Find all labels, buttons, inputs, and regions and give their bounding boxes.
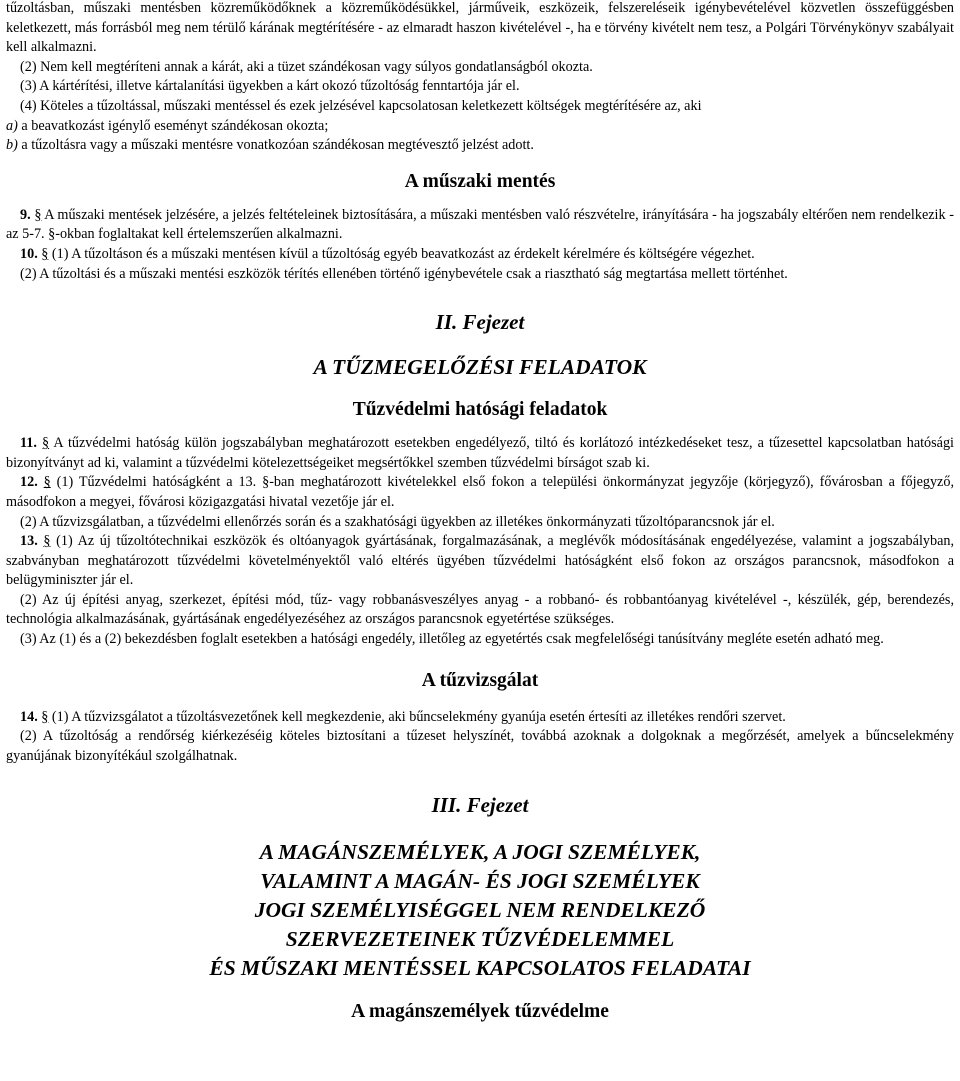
paragraph-13-2: (2) Az új építési anyag, szerkezet, építési mód, tűz- vagy robbanásveszélyes anyag - a robbanó- és robbantóanyag kivételével -, készülék, gép, berendezés, technológia alkalmazásának, gyártásának engedélyezéséhez az országos parancsnok egyetértése szükséges. (6, 591, 954, 628)
paragraph-10 (6, 245, 954, 265)
paragraph-14-2: (2) A tűzoltóság a rendőrség kiérkezéséig köteles biztosítani a tűzeset helyszínét, továbbá azoknak a dolgoknak a megőrzését, amelyek a bűncselekmény gyanújának bizonyítékául szolgálhatnak. (6, 728, 954, 764)
paragraph-14 (6, 708, 954, 728)
chapter-3-title (6, 838, 954, 983)
section-sign-link-10[interactable]: § (41, 245, 49, 262)
section-number-11: 11. (20, 435, 37, 452)
heading-tuzvizsgalat: A tűzvizsgálat (421, 669, 539, 691)
chapter-3-heading: III. Fejezet (431, 793, 529, 818)
section-sign-link-14[interactable]: § (41, 708, 49, 725)
heading-tuzvedelmi-hatosagi: Tűzvédelmi hatósági feladatok (352, 399, 608, 421)
list-text-a: a beavatkozást igénylő eseményt szándékosan okozta; (17, 117, 329, 134)
paragraph-11 (6, 434, 954, 473)
paragraph-8-4: (4) Köteles a tűzoltással, műszaki mentéssel és ezek jelzésével kapcsolatosan keletkezett költségek megtérítésére az, aki (20, 97, 702, 114)
document-page (6, 0, 954, 1037)
section-sign-link-11[interactable]: § (42, 435, 50, 452)
section-number-13: 13. (20, 533, 38, 550)
paragraph-12 (6, 473, 954, 512)
paragraph-10-2: (2) A tűzoltási és a műszaki mentési eszközök térítés ellenében történő igénybevétele csak a riasztható ság megtartása mellett történhet. (20, 265, 788, 282)
paragraph-8-3: (3) A kártérítési, illetve kártalanítási ügyekben a kárt okozó tűzoltóság fenntartója jár el. (20, 78, 520, 95)
paragraph-13-3: (3) Az (1) és a (2) bekezdésben foglalt esetekben a hatósági engedély, illetőleg az egyetértés csak megfelelőségi tanúsítvány megléte esetén adható meg. (20, 631, 884, 648)
chapter-3-title-line-4: SZERVEZETEINEK TŰZVÉDELEMMEL (285, 927, 675, 952)
paragraph-12-2: (2) A tűzvizsgálatban, a tűzvédelmi ellenőrzés során és a szakhatósági ügyekben az illetékes önkormányzati tűzoltóparancsnok jár el. (20, 513, 775, 530)
section-text-10: (1) A tűzoltáson és a műszaki mentésen kívül a tűzoltóság egyéb beavatkozást az érdekelt kérelmére és költségére végezhet. (48, 245, 755, 262)
paragraph-8-4-a (6, 117, 954, 137)
chapter-3-title-line-2: VALAMINT A MAGÁN- ÉS JOGI SZEMÉLYEK (260, 869, 700, 894)
list-marker-b: b) (6, 137, 18, 154)
section-sign-link-12[interactable]: § (43, 474, 51, 491)
list-marker-a: a) (6, 117, 18, 134)
section-text-12: (1) Tűzvédelmi hatóságként a 13. §-ban meghatározott kivételekkel első fokon a települési önkormányzat jegyzője (körjegyző), fővárosban a főjegyző, másodfokon a megyei, fővárosi közigazgatási hivatal vezetője jár el. (6, 474, 954, 510)
chapter-3-title-line-5: ÉS MŰSZAKI MENTÉSSEL KAPCSOLATOS FELADATAI (209, 956, 751, 981)
section-number-14: 14. (20, 708, 38, 725)
section-text-13: (1) Az új tűzoltótechnikai eszközök és oltóanyagok gyártásának, forgalmazásának, a meglévők módosításának engedélyezése, valamint a jogszabályban, szabványban meghatározott tűzvédelmi követelményektől való eltérés ügyében tűzvédelmi hatóságként első fokon az országos parancsnok, másodfokon a belügyminiszter jár el. (6, 533, 955, 589)
section-text-14: (1) A tűzvizsgálatot a tűzoltásvezetőnek kell megkezdenie, aki bűncselekmény gyanúja esetén értesíti az illetékes rendőri szervet. (48, 708, 786, 725)
section-number-9: 9. (20, 206, 31, 223)
chapter-3-title-line-1: A MAGÁNSZEMÉLYEK, A JOGI SZEMÉLYEK, (259, 840, 701, 865)
chapter-2-heading: II. Fejezet (435, 310, 525, 335)
paragraph-9 (6, 206, 954, 245)
paragraph-8-1-continuation: tűzoltásban, műszaki mentésben közreműködőknek a közreműködésükkel, járműveik, eszközeik, felszereléseik igénybevételével közvetlen összefüggésben keletkezett, más forrásból meg nem térülő kárának megtérítésére - az elmaradt haszon kivételével -, ha e törvény kivételt nem tesz, a Polgári Törvénykönyv szabályait kell alkalmazni. (6, 0, 954, 56)
section-number-10: 10. (20, 245, 38, 262)
section-text-11: A tűzvédelmi hatóság külön jogszabályban meghatározott esetekben engedélyező, tiltó és korlátozó intézkedéseket tesz, a tűzesettel kapcsolatban hatósági bizonyítványt ad ki, valamint a tűzvédelmi kötelezettségeiket megsértőkkel szemben tűzvédelmi bírságot szab ki. (6, 435, 954, 471)
chapter-2-title: A TŰZMEGELŐZÉSI FELADATOK (313, 355, 647, 380)
section-sign-link-9[interactable]: § (34, 206, 42, 223)
section-number-12: 12. (20, 474, 38, 491)
list-text-b: a tűzoltásra vagy a műszaki mentésre vonatkozóan szándékosan megtévesztő jelzést adott. (17, 137, 534, 154)
paragraph-8-4-b (6, 136, 954, 156)
chapter-3-title-line-3: JOGI SZEMÉLYISÉGGEL NEM RENDELKEZŐ (254, 898, 706, 923)
paragraph-13 (6, 532, 954, 591)
section-text-9: A műszaki mentések jelzésére, a jelzés feltételeinek biztosítására, a műszaki mentésben való részvételre, irányítására - ha jogszabály eltérően nem rendelkezik - az 5-7. §-okban foglaltakat kell értelemszerűen alkalmazni. (6, 206, 954, 243)
heading-muszaki-mentes: A műszaki mentés (404, 170, 556, 192)
section-sign-link-13[interactable]: § (43, 533, 51, 550)
paragraph-8-2: (2) Nem kell megtéríteni annak a kárát, aki a tüzet szándékosan vagy súlyos gondatlanságból okozta. (20, 58, 593, 75)
heading-maganszemelyek: A magánszemélyek tűzvédelme (351, 1001, 609, 1023)
